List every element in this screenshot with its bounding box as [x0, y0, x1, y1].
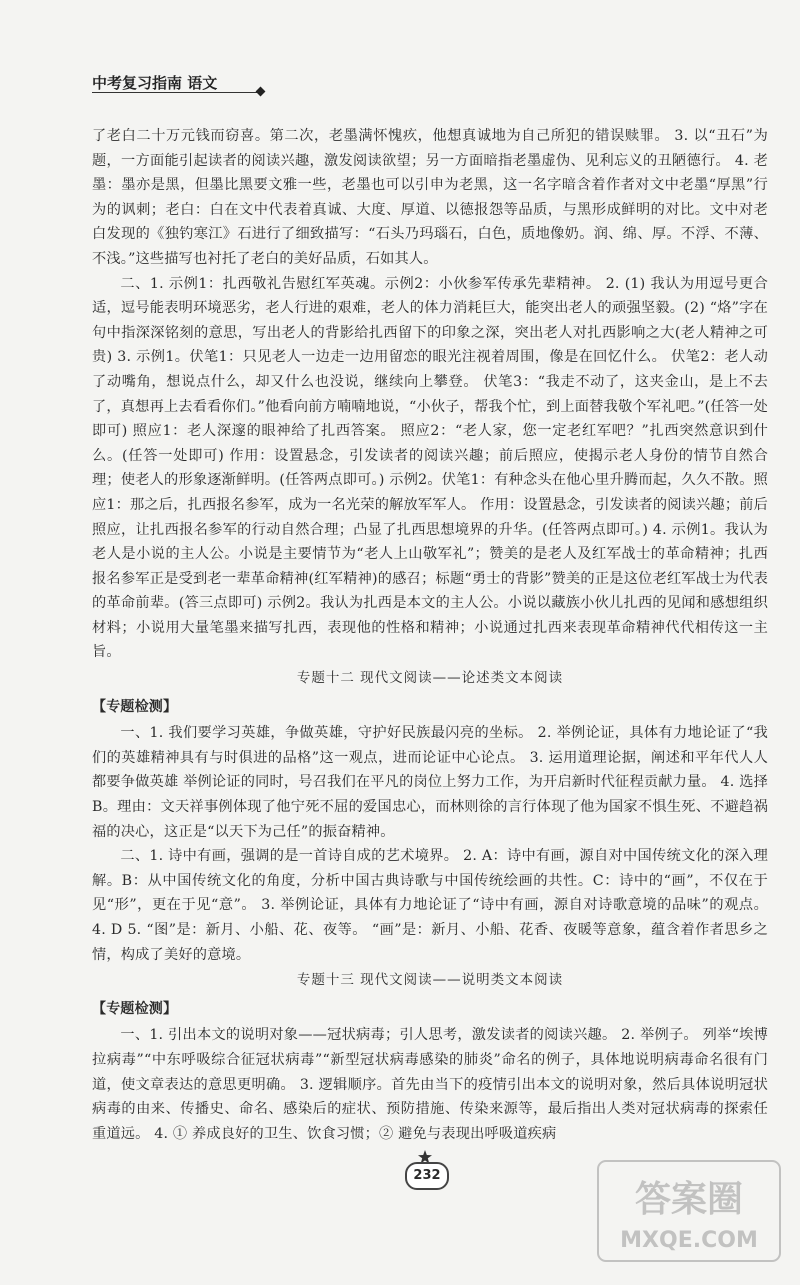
watermark-text: 答案圈 — [634, 1179, 744, 1220]
section13-title: 专题十三 现代文阅读——说明类文本阅读 — [296, 972, 564, 989]
watermark-logo — [594, 1151, 784, 1271]
paragraph-part2: 二、1. 示例1：扎西敬礼告慰红军英魂。示例2：小伙参军传承先辈精神。 2. (1) 我认为用逗号更合适，逗号能表明环境恶劣，老人行进的艰难，老人的体力消耗巨大，能突出老人的顽强坚毅。(2) “烙”字在句中指深深铭刻的意思，写出老人的背影给扎西留下的印象之深，突出老人对扎西影响之大(老人精神之可贵) 3. 示例1。伏笔1：只见老人一边走一边用留恋的眼光注视着周围，像是在回忆什么。 伏笔2：老人动了动嘴角，想说点什么，却又什么也没说，继续向上攀登。 伏笔3：“我走不动了，这夹金山，是上不去了，真想再上去看看你们。”他看向前方喃喃地说，“小伙子，帮我个忙，到上面替我敬个军礼吧。”(任答一处即可) 照应1：老人深邃的眼神给了扎西答案。 照应2：“老人家，您一定老红军吧？”扎西突然意识到什么。(任答一处即可) 作用：设置悬念，引发读者的阅读兴趣；前后照应，使揭示老人身份的情节自然合理；使老人的形象逐渐鲜明。(任答两点即可。) 示例2。伏笔1：有种念头在他心里升腾而起，久久不散。照应1：那之后，扎西报名参军，成为一名光荣的解放军军人。 作用：设置悬念，引发读者的阅读兴趣；前后照应，让扎西报名参军的行动自然合理；凸显了扎西思想境界的升华。(任答两点即可。) 4. 示例1。我认为老人是小说的主人公。小说是主要情节为“老人上山敬军礼”；赞美的是老人及红军战士的革命精神；扎西报名参军正是受到老一辈革命精神(红军精神)的感召；标题“勇士的背影”赞美的正是这位老红军战士为代表的革命前辈。(答三点即可) 示例2。我认为扎西是本文的主人公。小说以藏族小伙儿扎西的见闻和感想组织材料；小说用大量笔墨来描写扎西，表现他的性格和精神；小说通过扎西来表现革命精神代代相传这一主旨。 — [92, 275, 768, 661]
section12-label: 【专题检测】 — [92, 698, 178, 715]
page-number: 232 — [405, 1162, 449, 1190]
answer-content — [92, 124, 768, 1146]
header-title: 中考复习指南 语文 — [92, 74, 218, 92]
section12-paragraph-1: 一、1. 我们要学习英雄，争做英雄，守护好民族最闪亮的坐标。 2. 举例论证，具体有力地论证了“我们的英雄精神具有与时俱进的品格”这一观点，进而论证中心论点。 3. 运用道理论据，阐述和平年代人人都要争做英雄 举例论证的同时，号召我们在平凡的岗位上努力工作，为开启新时代征程贡献力量。 4. 选择B。理由：文天祥事例体现了他宁死不屈的爱国忠心，而林则徐的言行体现了他为国家不惧生死、不避趋祸福的决心，这正是“以天下为己任”的振奋精神。 — [92, 725, 768, 840]
section13-paragraph-1: 一、1. 引出本文的说明对象——冠状病毒；引人思考，激发读者的阅读兴趣。 2. 举例子。 列举“埃博拉病毒”“中东呼吸综合征冠状病毒”“新型冠状病毒感染的肺炎”命名的例子，具体地说明病毒命名很有门道，使文章表达的意思更明确。 3. 逻辑顺序。首先由当下的疫情引出本文的说明对象，然后具体说明冠状病毒的由来、传播史、命名、感染后的症状、预防措施、传染来源等，最后指出人类对冠状病毒的探索任重道远。 4. ① 养成良好的卫生、饮食习惯；② 避免与表现出呼吸道疾病 — [92, 1027, 768, 1142]
header-rule — [92, 92, 260, 93]
diamond-icon — [256, 87, 266, 97]
paragraph-part1: 了老白二十万元钱而窃喜。第二次，老墨满怀愧疚，他想真诚地为自己所犯的错误赎罪。 3. 以“丑石”为题，一方面能引起读者的阅读兴趣，激发阅读欲望；另一方面暗指老墨虚伪、见利忘义的丑陋德行。 4. 老墨：墨亦是黑，但墨比黑要文雅一些，老墨也可以引申为老黑，这一名字暗含着作者对文中老墨“厚黑”行为的讽刺；老白：白在文中代表着真诚、大度、厚道、以德报怨等品质，与黑形成鲜明的对比。文中对老白发现的《独钓寒江》石进行了细致描写：“石头乃玛瑙石，白色，质地像奶。润、绵、厚。不浮、不薄、不浅。”这些描写也衬托了老白的美好品质，石如其人。 — [92, 128, 768, 267]
section13-label: 【专题检测】 — [92, 1000, 178, 1017]
section12-title: 专题十二 现代文阅读——论述类文本阅读 — [296, 670, 564, 687]
watermark-url: MXQE.COM — [620, 1228, 758, 1253]
section12-paragraph-2: 二、1. 诗中有画，强调的是一首诗自成的艺术境界。 2. A：诗中有画，源自对中国传统文化的深入理解。B：从中国传统文化的角度，分析中国古典诗歌与中国传统绘画的共性。C：诗中的“画”，不仅在于见“形”，更在于见“意”。 3. 举例论证，具体有力地论证了“诗中有画，源自对诗歌意境的品味”的观点。 4. D 5. “图”是：新月、小船、花、夜等。 “画”是：新月、小船、花香、夜暖等意象，蕴含着作者思乡之情，构成了美好的意境。 — [92, 848, 768, 963]
